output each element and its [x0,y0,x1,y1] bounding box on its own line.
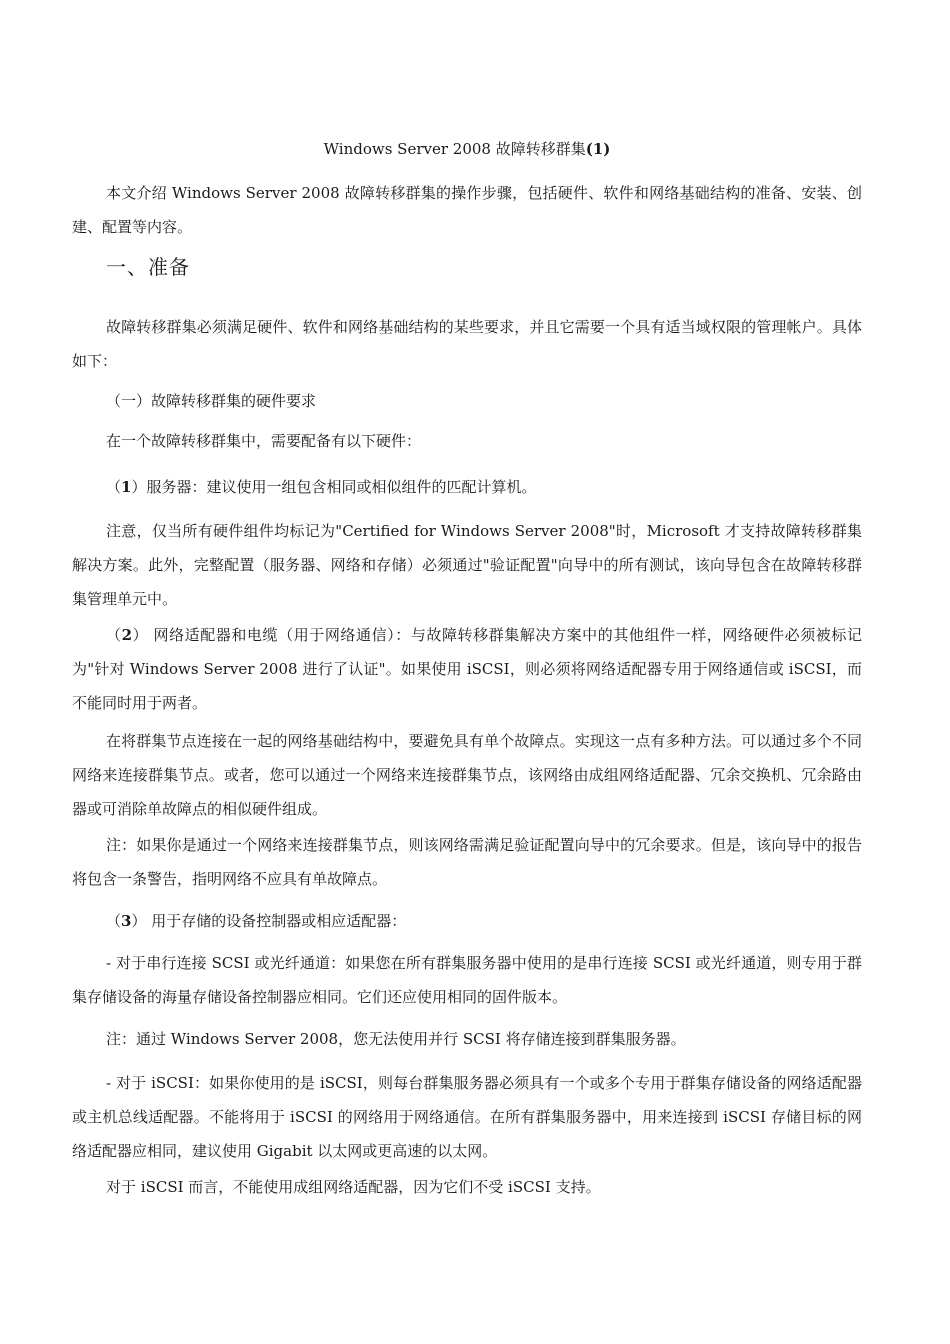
item-text: 用于存储的设备控制器或相应适配器： [146,912,407,930]
item-number: 1 [121,478,132,496]
item-storage-controllers: （3） 用于存储的设备控制器或相应适配器： [106,912,407,930]
teamed-adapters-paragraph: 对于 iSCSI 而言，不能使用成组网络适配器，因为它们不受 iSCSI 支持。 [106,1178,601,1196]
bullet-iscsi: - 对于 iSCSI：如果你使用的是 iSCSI，则每台群集服务器必须具有一个或多个专用于群集存储设备的网络适配器或主机总线适配器。不能将用于 iSCSI 的网络用于网络通信。在所有群集服务器中，用来连接到 iSCSI 存储目标的网络适配器应相同，建议使用 Gigabit 以太网或更高速的以太网。 [72,1074,862,1160]
note-parallel-scsi: 注：通过 Windows Server 2008，您无法使用并行 SCSI 将存储连接到群集服务器。 [106,1030,686,1048]
item-number: 3 [121,912,132,930]
title-text: Windows Server 2008 故障转移群集 [323,140,586,158]
title-number: (1) [585,140,611,158]
section-intro-paragraph: 故障转移群集必须满足硬件、软件和网络基础结构的某些要求，并且它需要一个具有适当域权限的管理帐户。具体如下： [72,318,862,370]
subsection-heading-hardware: （一）故障转移群集的硬件要求 [106,392,317,410]
note-redundancy: 注：如果你是通过一个网络来连接群集节点，则该网络需满足验证配置向导中的冗余要求。但是，该向导中的报告将包含一条警告，指明网络不应具有单故障点。 [72,836,862,888]
bullet-serial-scsi: - 对于串行连接 SCSI 或光纤通道：如果您在所有群集服务器中使用的是串行连接 SCSI 或光纤通道，则专用于群集存储设备的海量存储设备控制器应相同。它们还应使用相同的固件版本。 [72,954,862,1006]
note-certification: 注意，仅当所有硬件组件均标记为"Certified for Windows Server 2008"时，Microsoft 才支持故障转移群集解决方案。此外，完整配置（服务器、网络和存储）必须通过"验证配置"向导中的所有测试，该向导包含在故障转移群集管理单元中。 [72,522,862,608]
item-network-adapters: （2） 网络适配器和电缆（用于网络通信）：与故障转移群集解决方案中的其他组件一样，网络硬件必须被标记为"针对 Windows Server 2008 进行了认证"。如果使用 iSCSI，则必须将网络适配器专用于网络通信或 iSCSI，而不能同时用于两者。 [72,626,862,712]
item-text: 服务器：建议使用一组包含相同或相似组件的匹配计算机。 [146,478,537,496]
item-text: 网络适配器和电缆（用于网络通信）：与故障转移群集解决方案中的其他组件一样，网络硬件必须被标记为"针对 Windows Server 2008 进行了认证"。如果使用 iSCSI，则必须将网络适配器专用于网络通信或 iSCSI，而不能同时用于两者。 [72,626,862,712]
redundancy-paragraph: 在将群集节点连接在一起的网络基础结构中，要避免具有单个故障点。实现这一点有多种方法。可以通过多个不同网络来连接群集节点。或者，您可以通过一个网络来连接群集节点，该网络由成组网络适配器、冗余交换机、冗余路由器或可消除单故障点的相似硬件组成。 [72,732,862,818]
document-title [72,138,862,160]
section-heading-preparation: 一、准备 [106,255,190,279]
intro-paragraph: 本文介绍 Windows Server 2008 故障转移群集的操作步骤，包括硬件、软件和网络基础结构的准备、安装、创建、配置等内容。 [72,184,862,236]
item-servers: （1）服务器：建议使用一组包含相同或相似组件的匹配计算机。 [106,478,537,496]
hardware-intro-paragraph: 在一个故障转移群集中，需要配备有以下硬件： [106,432,422,450]
item-number: 2 [121,626,133,644]
